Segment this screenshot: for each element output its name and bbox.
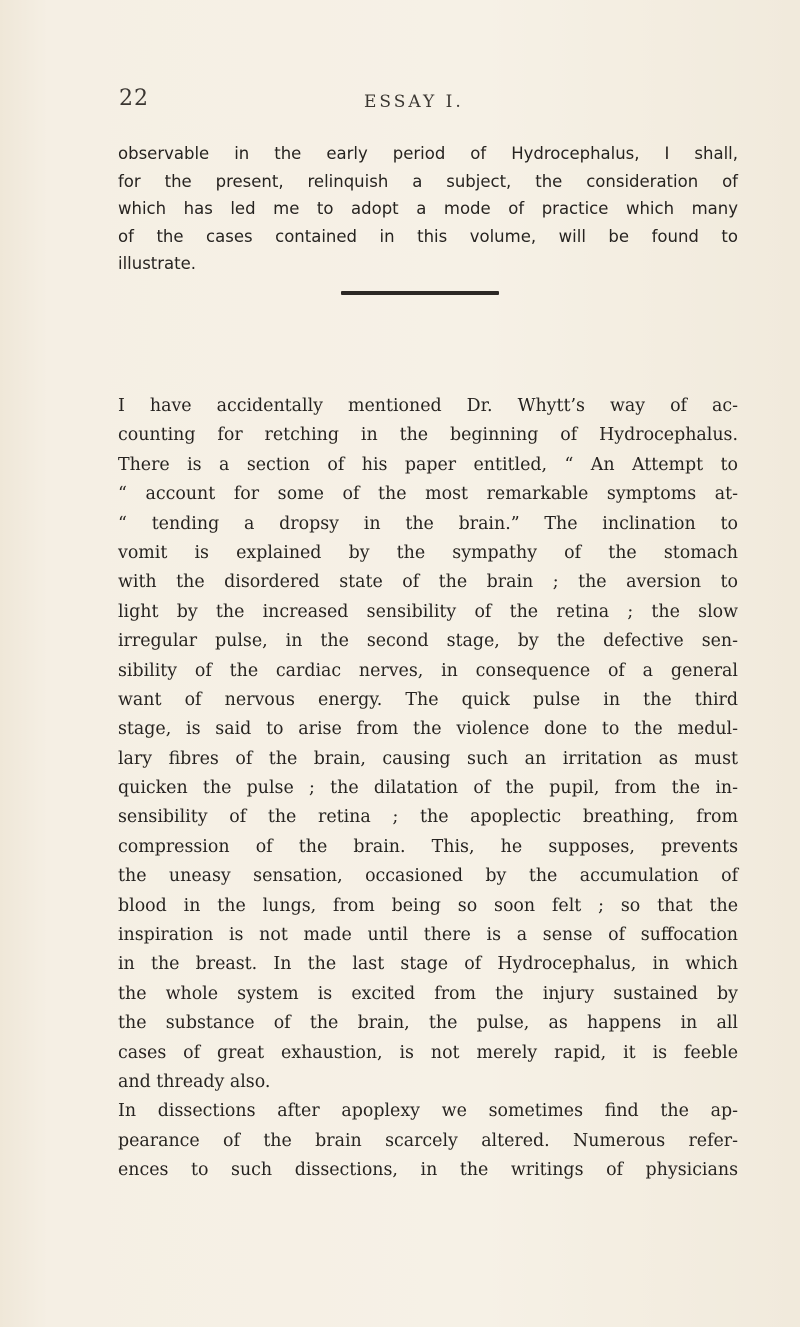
paragraph-2 [118, 392, 738, 1186]
text-line: sensibility of the retina ; the apoplectic breathing, from [118, 807, 738, 828]
text-line: for the present, relinquish a subject, the consideration of [118, 171, 738, 191]
text-line: I have accidentally mentioned Dr. Whytt’s way of ac- [118, 396, 738, 416]
paragraph-1 [118, 140, 738, 278]
text-line: pearance of the brain scarcely altered. Numerous refer- [118, 1130, 738, 1151]
text-line: compression of the brain. This, he supposes, prevents [118, 836, 738, 857]
text-line: “ tending a dropsy in the brain.” The inclination to [118, 513, 738, 534]
text-line: with the disordered state of the brain ; the aversion to [118, 572, 738, 593]
running-head [0, 86, 800, 116]
text-line: illustrate. [118, 254, 197, 274]
text-line: “ account for some of the most remarkable symptoms at- [118, 484, 738, 505]
text-line: counting for retching in the beginning of Hydrocephalus. [118, 425, 738, 446]
text-line: vomit is explained by the sympathy of the stomach [118, 542, 738, 563]
text-line: in the breast. In the last stage of Hydrocephalus, in which [118, 954, 738, 975]
text-line: the whole system is excited from the injury sustained by [118, 983, 738, 1004]
text-line: irregular pulse, in the second stage, by the defective sen- [118, 631, 738, 652]
text-line: and thready also. [118, 1071, 271, 1092]
text-line: ences to such dissections, in the writings of physicians [118, 1160, 738, 1181]
text-line: the uneasy sensation, occasioned by the accumulation of [118, 866, 738, 887]
text-line: light by the increased sensibility of the retina ; the slow [118, 601, 738, 622]
text-line: sibility of the cardiac nerves, in consequence of a general [118, 660, 738, 681]
text-line: of the cases contained in this volume, will be found to [118, 226, 738, 246]
text-line: observable in the early period of Hydrocephalus, I shall, [118, 144, 738, 163]
text-line: cases of great exhaustion, is not merely rapid, it is feeble [118, 1042, 738, 1063]
text-line: blood in the lungs, from being so soon felt ; so that the [118, 895, 738, 916]
text-line: quicken the pulse ; the dilatation of the pupil, from the in- [118, 778, 738, 799]
text-line: the substance of the brain, the pulse, as happens in all [118, 1013, 738, 1034]
section-divider-rule [341, 291, 499, 295]
text-line: In dissections after apoplexy we sometimes find the ap- [118, 1101, 738, 1122]
running-head-title: ESSAY I. [364, 92, 464, 112]
text-line: which has led me to adopt a mode of practice which many [118, 199, 738, 219]
page-number: 22 [119, 86, 149, 111]
text-line: lary fibres of the brain, causing such an irritation as must [118, 748, 738, 769]
text-line: stage, is said to arise from the violence done to the medul- [118, 719, 738, 740]
text-line: There is a section of his paper entitled, “ An Attempt to [118, 454, 738, 475]
text-line: inspiration is not made until there is a sense of suffocation [118, 925, 738, 946]
text-line: want of nervous energy. The quick pulse in the third [118, 689, 738, 710]
